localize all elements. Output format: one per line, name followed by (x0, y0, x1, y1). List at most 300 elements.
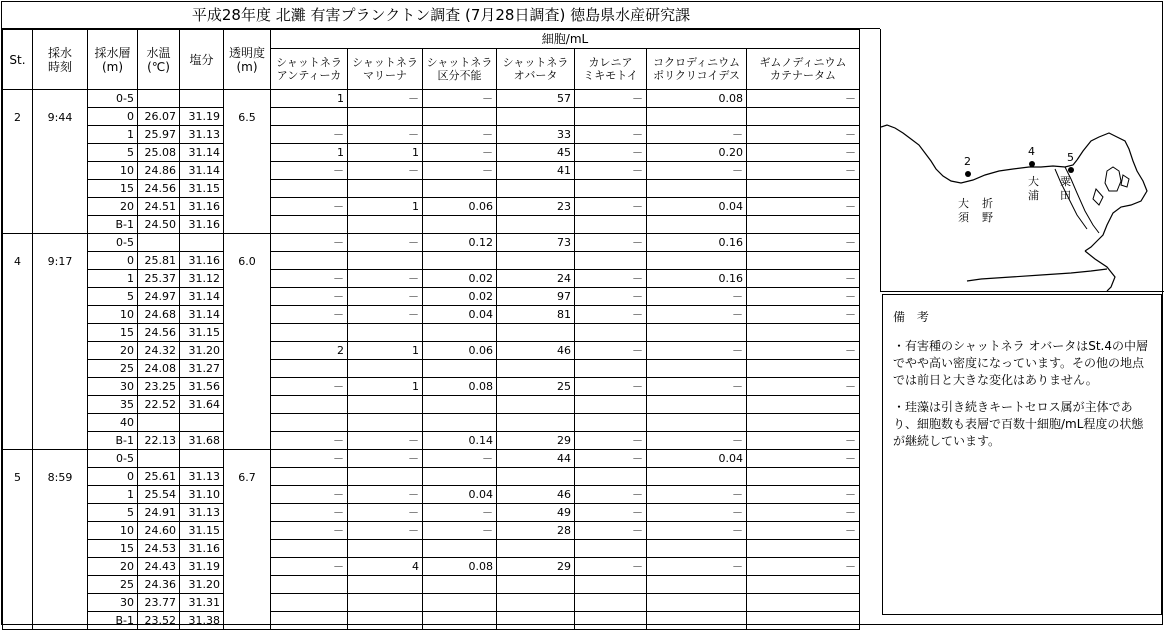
cell-count-value: 0.02 (423, 288, 497, 306)
cell-count-value (747, 252, 860, 270)
cell-count-value: － (647, 162, 747, 180)
station-number-cell: 2 (3, 90, 33, 234)
cell-count-value (747, 360, 860, 378)
cell-count-value: 2 (271, 342, 348, 360)
cell-count-value: 49 (497, 504, 575, 522)
cell-count-value: － (747, 522, 860, 540)
salinity-cell: 31.14 (180, 306, 224, 324)
cell-count-value (747, 540, 860, 558)
layer-cell: 25 (88, 576, 138, 594)
salinity-cell: 31.27 (180, 360, 224, 378)
station-map (880, 29, 1164, 292)
cell-count-value: － (647, 432, 747, 450)
layer-cell: 5 (88, 504, 138, 522)
cell-count-value: － (423, 450, 497, 468)
salinity-cell: 31.13 (180, 468, 224, 486)
table-row (3, 216, 860, 234)
cell-count-value (271, 594, 348, 612)
cell-count-value: 0.08 (647, 90, 747, 108)
cell-count-value: － (423, 522, 497, 540)
cell-count-value: － (747, 342, 860, 360)
cell-count-value: － (747, 450, 860, 468)
cell-count-value: － (423, 162, 497, 180)
header-species-cochlodinium: コクロディニウム ポリクリコイデス (647, 49, 747, 90)
cell-count-value: 0.16 (647, 234, 747, 252)
cell-count-value: － (747, 378, 860, 396)
cell-count-value: 44 (497, 450, 575, 468)
cell-count-value: 1 (271, 90, 348, 108)
salinity-cell (180, 90, 224, 108)
header-st: St. (3, 30, 33, 90)
table-row (3, 126, 860, 144)
temperature-cell: 23.25 (138, 378, 180, 396)
cell-count-value: － (271, 558, 348, 576)
header-salinity: 塩分 (180, 30, 224, 90)
cell-count-value: 0.08 (423, 558, 497, 576)
cell-count-value: 0.16 (647, 270, 747, 288)
layer-cell: B-1 (88, 432, 138, 450)
cell-count-value (647, 216, 747, 234)
temperature-cell (138, 414, 180, 432)
layer-cell: 1 (88, 486, 138, 504)
layer-cell: 10 (88, 522, 138, 540)
salinity-cell: 31.14 (180, 144, 224, 162)
table-row (3, 468, 860, 486)
cell-count-value (647, 414, 747, 432)
cell-count-value: 24 (497, 270, 575, 288)
cell-count-value: － (647, 378, 747, 396)
cell-count-value: － (575, 486, 647, 504)
cell-count-value: 1 (271, 144, 348, 162)
cell-count-value: － (348, 432, 423, 450)
temperature-cell (138, 450, 180, 468)
cell-count-value: 29 (497, 558, 575, 576)
cell-count-value: － (747, 306, 860, 324)
cell-count-value (647, 180, 747, 198)
cell-count-value (423, 216, 497, 234)
station-2-label: 2 (964, 155, 971, 168)
cell-count-value: 73 (497, 234, 575, 252)
cell-count-value: － (271, 234, 348, 252)
layer-cell: 40 (88, 414, 138, 432)
table-row (3, 270, 860, 288)
cell-count-value: 45 (497, 144, 575, 162)
transparency-cell: 6.5 (224, 90, 271, 234)
cell-count-value: 46 (497, 486, 575, 504)
cell-count-value: 1 (348, 144, 423, 162)
table-row (3, 486, 860, 504)
station-2-marker (965, 171, 971, 177)
cell-count-value (271, 108, 348, 126)
place-label-orino: 折野 (982, 197, 993, 224)
header-species-gymnodinium: ギムノディニウム カテナータム (747, 49, 860, 90)
plankton-table (2, 29, 860, 630)
layer-cell: 30 (88, 378, 138, 396)
cell-count-value: 1 (348, 198, 423, 216)
cell-count-value: 0.12 (423, 234, 497, 252)
cell-count-value: － (348, 306, 423, 324)
table-row (3, 342, 860, 360)
temperature-cell: 24.91 (138, 504, 180, 522)
salinity-cell: 31.15 (180, 180, 224, 198)
cell-count-value (497, 108, 575, 126)
temperature-cell: 23.77 (138, 594, 180, 612)
coastline-map-svg (881, 29, 1164, 291)
cell-count-value: 46 (497, 342, 575, 360)
place-label-oura: 大浦 (1028, 175, 1039, 202)
cell-count-value (647, 396, 747, 414)
cell-count-value: － (747, 504, 860, 522)
temperature-cell: 24.56 (138, 324, 180, 342)
cell-count-value (423, 180, 497, 198)
cell-count-value (497, 414, 575, 432)
cell-count-value: － (348, 486, 423, 504)
cell-count-value (271, 540, 348, 558)
cell-count-value: － (423, 126, 497, 144)
cell-count-value (647, 108, 747, 126)
cell-count-value (575, 180, 647, 198)
salinity-cell: 31.16 (180, 540, 224, 558)
temperature-cell: 24.86 (138, 162, 180, 180)
layer-cell: 0-5 (88, 234, 138, 252)
layer-cell: 15 (88, 540, 138, 558)
temperature-cell: 24.97 (138, 288, 180, 306)
cell-count-value (647, 468, 747, 486)
cell-count-value (423, 468, 497, 486)
cell-count-value: － (271, 378, 348, 396)
cell-count-value (348, 468, 423, 486)
cell-count-value (423, 252, 497, 270)
station-5-marker (1068, 167, 1074, 173)
temperature-cell: 25.61 (138, 468, 180, 486)
cell-count-value (747, 180, 860, 198)
cell-count-value (348, 108, 423, 126)
layer-cell: B-1 (88, 216, 138, 234)
remarks-box (882, 294, 1162, 615)
sampling-time-cell: 9:17 (33, 234, 88, 450)
salinity-cell (180, 450, 224, 468)
cell-count-value (423, 360, 497, 378)
table-row (3, 144, 860, 162)
cell-count-value (647, 594, 747, 612)
cell-count-value (271, 396, 348, 414)
cell-count-value (423, 108, 497, 126)
header-cells-unit: 細胞/mL (271, 30, 860, 49)
cell-count-value (497, 396, 575, 414)
temperature-cell: 23.52 (138, 612, 180, 630)
cell-count-value (747, 468, 860, 486)
station-5-label: 5 (1067, 151, 1074, 164)
cell-count-value: － (423, 144, 497, 162)
cell-count-value: 23 (497, 198, 575, 216)
salinity-cell: 31.20 (180, 576, 224, 594)
cell-count-value (348, 324, 423, 342)
cell-count-value (497, 252, 575, 270)
cell-count-value: 81 (497, 306, 575, 324)
table-row (3, 414, 860, 432)
cell-count-value (348, 216, 423, 234)
cell-count-value: － (575, 162, 647, 180)
cell-count-value: － (348, 270, 423, 288)
cell-count-value (271, 576, 348, 594)
table-row (3, 378, 860, 396)
cell-count-value: － (747, 144, 860, 162)
place-label-awata: 粟田 (1060, 175, 1071, 202)
cell-count-value (575, 540, 647, 558)
temperature-cell: 24.43 (138, 558, 180, 576)
layer-cell: 10 (88, 162, 138, 180)
temperature-cell (138, 90, 180, 108)
cell-count-value (497, 468, 575, 486)
cell-count-value (271, 468, 348, 486)
cell-count-value: － (348, 522, 423, 540)
cell-count-value: － (348, 504, 423, 522)
layer-cell: 5 (88, 288, 138, 306)
cell-count-value: 1 (348, 342, 423, 360)
salinity-cell: 31.16 (180, 216, 224, 234)
table-row (3, 576, 860, 594)
cell-count-value: 29 (497, 432, 575, 450)
cell-count-value (575, 360, 647, 378)
cell-count-value (575, 396, 647, 414)
cell-count-value (647, 360, 747, 378)
cell-count-value (747, 108, 860, 126)
place-label-osu: 大須 (958, 197, 969, 224)
cell-count-value (575, 576, 647, 594)
layer-cell: 1 (88, 270, 138, 288)
layer-cell: 0-5 (88, 90, 138, 108)
cell-count-value (348, 540, 423, 558)
sampling-time-cell: 9:44 (33, 90, 88, 234)
cell-count-value: 97 (497, 288, 575, 306)
station-4-marker (1029, 161, 1035, 167)
salinity-cell: 31.56 (180, 378, 224, 396)
salinity-cell: 31.16 (180, 198, 224, 216)
cell-count-value: － (271, 450, 348, 468)
table-row (3, 594, 860, 612)
cell-count-value (575, 324, 647, 342)
cell-count-value: － (348, 234, 423, 252)
table-row (3, 288, 860, 306)
layer-cell: 15 (88, 180, 138, 198)
cell-count-value: － (747, 288, 860, 306)
cell-count-value (423, 324, 497, 342)
temperature-cell: 25.08 (138, 144, 180, 162)
table-row (3, 360, 860, 378)
table-row (3, 558, 860, 576)
table-row (3, 504, 860, 522)
header-layer: 採水層 (m) (88, 30, 138, 90)
cell-count-value: － (747, 126, 860, 144)
cell-count-value (423, 414, 497, 432)
cell-count-value (747, 414, 860, 432)
salinity-cell: 31.13 (180, 126, 224, 144)
cell-count-value (575, 108, 647, 126)
salinity-cell (180, 234, 224, 252)
cell-count-value: － (575, 522, 647, 540)
salinity-cell: 31.14 (180, 162, 224, 180)
layer-cell: 10 (88, 306, 138, 324)
temperature-cell: 25.97 (138, 126, 180, 144)
station-number-cell: 5 (3, 450, 33, 630)
temperature-cell: 24.51 (138, 198, 180, 216)
cell-count-value: － (747, 90, 860, 108)
cell-count-value (497, 540, 575, 558)
report-title: 平成28年度 北灘 有害プランクトン調査 (7月28日調査) 徳島県水産研究課 (2, 2, 880, 29)
cell-count-value: － (747, 432, 860, 450)
temperature-cell: 25.54 (138, 486, 180, 504)
cell-count-value (647, 324, 747, 342)
cell-count-value (423, 594, 497, 612)
cell-count-value: － (575, 306, 647, 324)
cell-count-value: 41 (497, 162, 575, 180)
layer-cell: 0 (88, 468, 138, 486)
table-row (3, 324, 860, 342)
cell-count-value: － (575, 90, 647, 108)
layer-cell: 5 (88, 144, 138, 162)
cell-count-value: － (348, 126, 423, 144)
salinity-cell (180, 414, 224, 432)
cell-count-value: 0.04 (423, 306, 497, 324)
cell-count-value (497, 594, 575, 612)
table-body (3, 30, 860, 630)
cell-count-value: － (747, 234, 860, 252)
cell-count-value: － (271, 126, 348, 144)
cell-count-value: 28 (497, 522, 575, 540)
cell-count-value: 25 (497, 378, 575, 396)
header-species-ovata: シャットネラ オバータ (497, 49, 575, 90)
cell-count-value (497, 360, 575, 378)
temperature-cell: 24.08 (138, 360, 180, 378)
cell-count-value (348, 252, 423, 270)
cell-count-value: 0.04 (423, 486, 497, 504)
cell-count-value (271, 216, 348, 234)
cell-count-value (423, 576, 497, 594)
cell-count-value (348, 594, 423, 612)
table-row (3, 198, 860, 216)
temperature-cell: 24.56 (138, 180, 180, 198)
salinity-cell: 31.15 (180, 324, 224, 342)
transparency-cell: 6.0 (224, 234, 271, 450)
cell-count-value (497, 216, 575, 234)
salinity-cell: 31.10 (180, 486, 224, 504)
remarks-paragraph-2: ・珪藻は引き続きキートセロス属が主体であり、細胞数も表層で百数十細胞/mL程度の状態が継続しています。 (893, 400, 1144, 448)
cell-count-value: 1 (348, 378, 423, 396)
cell-count-value (747, 396, 860, 414)
temperature-cell: 24.32 (138, 342, 180, 360)
table-row (3, 540, 860, 558)
salinity-cell: 31.20 (180, 342, 224, 360)
table-row (3, 180, 860, 198)
cell-count-value: － (271, 162, 348, 180)
cell-count-value: － (647, 342, 747, 360)
cell-count-value (348, 360, 423, 378)
temperature-cell: 22.52 (138, 396, 180, 414)
cell-count-value: － (575, 450, 647, 468)
cell-count-value: 0.06 (423, 342, 497, 360)
temperature-cell: 24.53 (138, 540, 180, 558)
temperature-cell: 24.36 (138, 576, 180, 594)
remarks-paragraph-1: ・有害種のシャットネラ オバータはSt.4の中層でやや高い密度になっています。その他の地点では前日と大きな変化はありません。 (893, 339, 1148, 387)
table-row (3, 306, 860, 324)
cell-count-value: － (348, 288, 423, 306)
salinity-cell: 31.64 (180, 396, 224, 414)
cell-count-value: 0.14 (423, 432, 497, 450)
cell-count-value: － (575, 198, 647, 216)
temperature-cell: 24.60 (138, 522, 180, 540)
cell-count-value: － (348, 90, 423, 108)
cell-count-value (747, 594, 860, 612)
temperature-cell: 24.68 (138, 306, 180, 324)
cell-count-value (747, 216, 860, 234)
salinity-cell: 31.31 (180, 594, 224, 612)
cell-count-value: － (271, 270, 348, 288)
header-species-unclassified: シャットネラ 区分不能 (423, 49, 497, 90)
cell-count-value: － (575, 342, 647, 360)
cell-count-value (271, 414, 348, 432)
cell-count-value: － (747, 558, 860, 576)
cell-count-value: － (575, 558, 647, 576)
layer-cell: 1 (88, 126, 138, 144)
cell-count-value: － (575, 504, 647, 522)
cell-count-value (271, 180, 348, 198)
layer-cell: 35 (88, 396, 138, 414)
cell-count-value (423, 396, 497, 414)
cell-count-value: － (271, 288, 348, 306)
temperature-cell: 22.13 (138, 432, 180, 450)
salinity-cell: 31.16 (180, 252, 224, 270)
cell-count-value: － (575, 126, 647, 144)
cell-count-value: － (647, 504, 747, 522)
cell-count-value (497, 576, 575, 594)
cell-count-value (747, 324, 860, 342)
cell-count-value: － (575, 234, 647, 252)
cell-count-value: － (575, 288, 647, 306)
cell-count-value: 33 (497, 126, 575, 144)
cell-count-value: － (747, 486, 860, 504)
header-temp: 水温 (℃) (138, 30, 180, 90)
remarks-title: 備 考 (893, 310, 933, 324)
table-row (3, 396, 860, 414)
station-4-label: 4 (1028, 145, 1035, 158)
cell-count-value: 0.08 (423, 378, 497, 396)
cell-count-value: 4 (348, 558, 423, 576)
table-row (3, 522, 860, 540)
sampling-time-cell: 8:59 (33, 450, 88, 630)
cell-count-value (575, 414, 647, 432)
cell-count-value: － (647, 288, 747, 306)
header-transparency: 透明度 (m) (224, 30, 271, 90)
cell-count-value: － (271, 432, 348, 450)
cell-count-value: 0.04 (647, 198, 747, 216)
cell-count-value (575, 594, 647, 612)
cell-count-value: 57 (497, 90, 575, 108)
cell-count-value: － (647, 558, 747, 576)
table-row (3, 90, 860, 108)
layer-cell: 0-5 (88, 450, 138, 468)
report-sheet (1, 1, 1163, 625)
cell-count-value (348, 414, 423, 432)
salinity-cell: 31.38 (180, 612, 224, 630)
station-number-cell: 4 (3, 234, 33, 450)
table-row (3, 252, 860, 270)
layer-cell: 15 (88, 324, 138, 342)
transparency-cell: 6.7 (224, 450, 271, 630)
cell-count-value (271, 360, 348, 378)
cell-count-value (497, 180, 575, 198)
temperature-cell: 25.37 (138, 270, 180, 288)
salinity-cell: 31.13 (180, 504, 224, 522)
